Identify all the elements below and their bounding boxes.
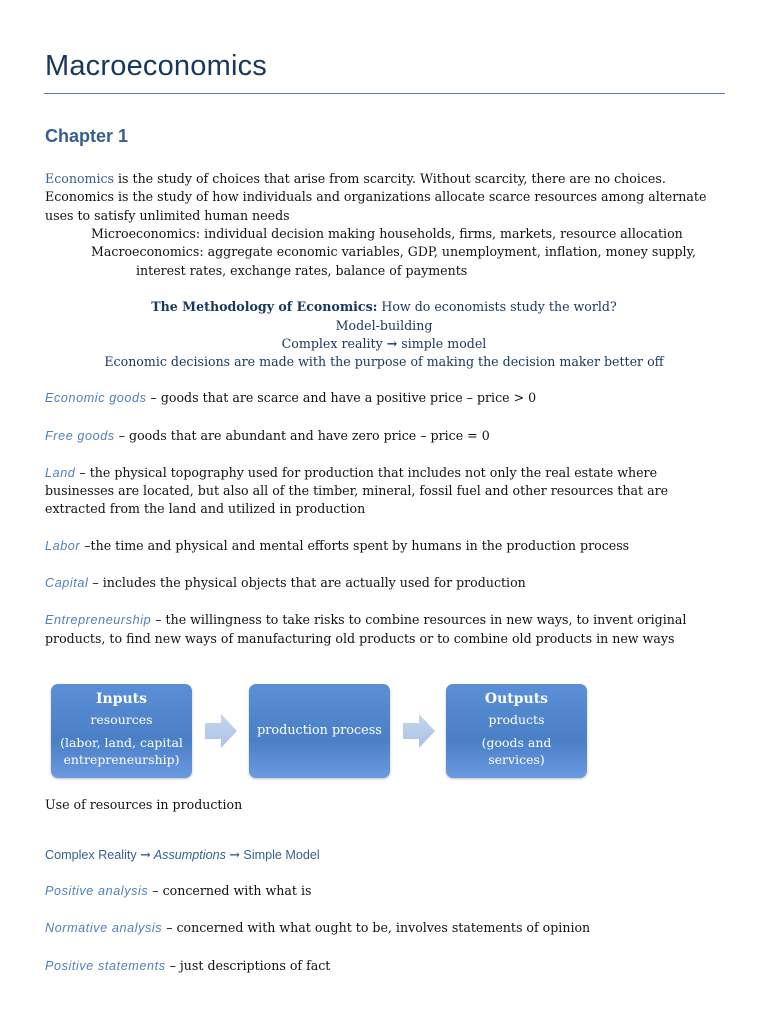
- def-land-cont-1: businesses are located, but also all of the timber, mineral, fossil fuel and other resources that are: [45, 483, 669, 498]
- intro-line-3: uses to satisfy unlimited human needs: [45, 208, 290, 223]
- arrow-icon: →: [140, 847, 151, 862]
- def-land-cont-2: extracted from the land and utilized in production: [45, 501, 366, 516]
- arrow-icon: →: [229, 847, 240, 862]
- positive-statements: Positive statements – just descriptions of fact: [45, 958, 331, 973]
- right-arrow-icon: [403, 714, 435, 748]
- intro-line-1: Economics is the study of choices that arise from scarcity. Without scarcity, there are no choices.: [45, 171, 666, 186]
- def-entrepreneurship: Entrepreneurship – the willingness to take risks to combine resources in new ways, to invent original: [45, 612, 687, 627]
- intro-line-2: Economics is the study of how individuals and organizations allocate scarce resources among alternate: [45, 189, 707, 204]
- def-land: Land – the physical topography used for production that includes not only the real estate where: [45, 465, 658, 480]
- diagram-caption: Use of resources in production: [45, 797, 243, 812]
- micro-line: Microeconomics: individual decision making households, firms, markets, resource allocation: [91, 226, 683, 241]
- methodology-line-4: Economic decisions are made with the purpose of making the decision maker better off: [104, 354, 664, 369]
- positive-analysis: Positive analysis – concerned with what is: [45, 883, 312, 898]
- process-box: [249, 684, 390, 778]
- page-title: Macroeconomics: [45, 50, 267, 82]
- methodology-line-1: The Methodology of Economics: How do economists study the world?: [151, 299, 617, 314]
- def-capital: Capital – includes the physical objects that are actually used for production: [45, 575, 526, 590]
- methodology-line-3: Complex reality → simple model: [281, 336, 487, 351]
- outputs-line-2: (goods and: [481, 735, 552, 750]
- inputs-line-3: entrepreneurship): [63, 752, 180, 767]
- inputs-line-1: resources: [90, 712, 153, 727]
- process-label: production process: [257, 723, 382, 738]
- right-arrow-icon: [205, 714, 237, 748]
- title-rule: [44, 93, 725, 94]
- macro-line-cont: interest rates, exchange rates, balance of payments: [136, 263, 468, 278]
- inputs-box: [51, 684, 192, 778]
- model-line: Complex Reality → Assumptions → Simple Model: [45, 847, 320, 862]
- outputs-title: Outputs: [484, 691, 549, 707]
- macro-line: Macroeconomics: aggregate economic variables, GDP, unemployment, inflation, money supply,: [91, 244, 697, 259]
- chapter-heading: Chapter 1: [45, 126, 129, 146]
- inputs-title: Inputs: [95, 691, 148, 707]
- outputs-line-1: products: [488, 712, 545, 727]
- def-free-goods: Free goods – goods that are abundant and have zero price – price = 0: [45, 428, 490, 443]
- inputs-line-2: (labor, land, capital: [60, 735, 183, 750]
- methodology-line-2: Model-building: [335, 318, 433, 333]
- outputs-line-3: services): [488, 752, 545, 767]
- arrow-icon: →: [386, 336, 398, 351]
- economics-term: Economics: [45, 171, 115, 186]
- def-economic-goods: Economic goods – goods that are scarce and have a positive price – price > 0: [45, 390, 537, 405]
- def-entrepreneurship-cont: products, to find new ways of manufacturing old products or to combine old products in new ways: [45, 631, 675, 646]
- outputs-box: [446, 684, 587, 778]
- def-labor: Labor –the time and physical and mental efforts spent by humans in the production process: [45, 538, 630, 553]
- normative-analysis: Normative analysis – concerned with what ought to be, involves statements of opinion: [45, 920, 591, 935]
